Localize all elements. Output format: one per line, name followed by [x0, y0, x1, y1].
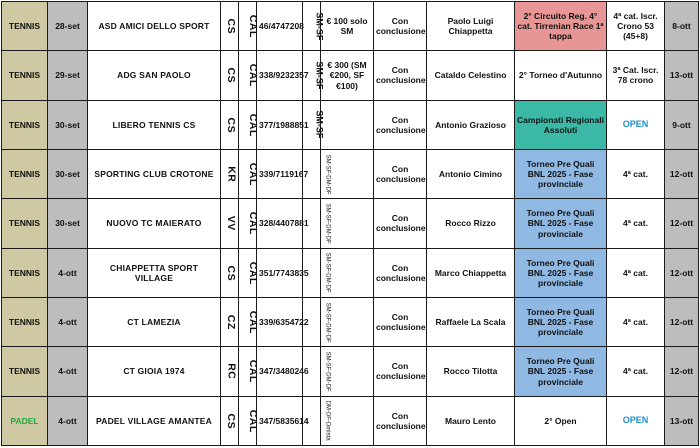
events-text: SM-SF-DM-DF	[324, 252, 331, 293]
phone-cell: 339/6354722	[257, 297, 303, 346]
region-text: CAL	[246, 113, 259, 137]
format-cell: Con conclusione	[374, 396, 427, 445]
events-cell	[303, 199, 331, 248]
table-row	[2, 51, 699, 100]
region-text: CAL	[246, 261, 259, 285]
start-date-cell: 4-ott	[48, 347, 88, 396]
events-cell	[303, 100, 325, 149]
sport-cell: TENNIS	[2, 2, 48, 51]
events-cell	[303, 51, 325, 100]
province-cell	[221, 396, 239, 445]
region-text: CAL	[246, 310, 259, 334]
phone-cell: 339/7119167	[257, 149, 303, 198]
province-cell	[221, 100, 239, 149]
category-cell: 4ª cat.	[607, 199, 665, 248]
region-cell	[239, 199, 257, 248]
tournament-cell: 2° Circuito Reg. 4° cat. Tirrenian Race 1ª tappa	[515, 2, 607, 51]
format-cell: Con conclusione	[374, 149, 427, 198]
end-date-cell: 9-ott	[665, 100, 699, 149]
format-cell: Con conclusione	[374, 100, 427, 149]
format-cell: Con conclusione	[374, 248, 427, 297]
sport-cell: TENNIS	[2, 100, 48, 149]
phone-cell: 328/4407881	[257, 199, 303, 248]
club-cell: ADG SAN PAOLO	[88, 51, 221, 100]
start-date-cell: 30-set	[48, 149, 88, 198]
category-cell: 4ª cat.	[607, 149, 665, 198]
format-cell: Con conclusione	[374, 2, 427, 51]
events-text: SM-SF	[314, 61, 325, 90]
phone-cell: 347/3480246	[257, 347, 303, 396]
events-cell	[303, 248, 331, 297]
category-cell: 4ª cat. Iscr. Crono 53 (45+8)	[607, 2, 665, 51]
referee-cell: Paolo Luigi Chiappetta	[427, 2, 515, 51]
sport-cell: TENNIS	[2, 248, 48, 297]
category-cell: 4ª cat.	[607, 297, 665, 346]
events-text: SM-SF	[314, 110, 325, 139]
end-date-cell: 12-ott	[665, 347, 699, 396]
category-cell: OPEN	[607, 100, 665, 149]
end-date-cell: 13-ott	[665, 396, 699, 445]
club-cell: NUOVO TC MAIERATO	[88, 199, 221, 248]
tournament-cell: Torneo Pre Quali BNL 2025 - Fase provinciale	[515, 149, 607, 198]
province-cell	[221, 2, 239, 51]
format-cell: Con conclusione	[374, 347, 427, 396]
category-cell: 4ª cat.	[607, 347, 665, 396]
phone-cell: 347/5835614	[257, 396, 303, 445]
club-cell: SPORTING CLUB CROTONE	[88, 149, 221, 198]
club-cell: ASD AMICI DELLO SPORT	[88, 2, 221, 51]
tournament-cell: 2° Open	[515, 396, 607, 445]
events-cell	[303, 2, 325, 51]
events-text: SM-SF-DM-DF	[324, 154, 331, 195]
tournament-cell: Torneo Pre Quali BNL 2025 - Fase provinciale	[515, 199, 607, 248]
province-cell	[221, 199, 239, 248]
club-cell: CT GIOIA 1974	[88, 347, 221, 396]
region-text: CAL	[246, 409, 259, 433]
province-cell	[221, 51, 239, 100]
province-text: RC	[225, 363, 238, 380]
table-row	[2, 199, 699, 248]
region-text: CAL	[246, 211, 259, 236]
end-date-cell: 12-ott	[665, 199, 699, 248]
table-row	[2, 248, 699, 297]
end-date-cell: 8-ott	[665, 2, 699, 51]
end-date-cell: 12-ott	[665, 149, 699, 198]
tournament-table	[1, 1, 699, 446]
phone-cell: 377/1988851	[257, 100, 303, 149]
region-text: CAL	[246, 63, 259, 88]
sport-cell: TENNIS	[2, 149, 48, 198]
end-date-cell: 12-ott	[665, 248, 699, 297]
region-text: CAL	[246, 14, 259, 38]
events-text: SM-SF-DM-DF	[324, 302, 331, 343]
events-text: SM-SF-DM-DF	[324, 351, 331, 392]
region-cell	[239, 248, 257, 297]
phone-cell: 351/7743835	[257, 248, 303, 297]
tournament-cell: Campionati Regionali Assoluti	[515, 100, 607, 149]
province-cell	[221, 149, 239, 198]
region-cell	[239, 100, 257, 149]
referee-cell: Antonio Cimino	[427, 149, 515, 198]
format-cell: Con conclusione	[374, 51, 427, 100]
category-cell: 4ª cat.	[607, 248, 665, 297]
sport-cell: PADEL	[2, 396, 48, 445]
table-row	[2, 347, 699, 396]
events-text: SM-SF-DM-DF	[324, 203, 331, 244]
events-cell	[303, 396, 331, 445]
format-cell: Con conclusione	[374, 199, 427, 248]
referee-cell: Marco Chiappetta	[427, 248, 515, 297]
region-text: CAL	[246, 162, 259, 186]
province-text: CZ	[224, 314, 237, 330]
province-text: CS	[225, 265, 238, 281]
sport-cell: TENNIS	[2, 347, 48, 396]
province-text: VV	[224, 215, 237, 231]
referee-cell: Mauro Lento	[427, 396, 515, 445]
sport-cell: TENNIS	[2, 297, 48, 346]
events-text: DM-DF-Dmista	[324, 400, 331, 441]
prize-cell: € 100 solo SM	[321, 2, 374, 51]
tournament-cell: Torneo Pre Quali BNL 2025 - Fase provinciale	[515, 347, 607, 396]
club-cell: CHIAPPETTA SPORT VILLAGE	[88, 248, 221, 297]
referee-cell: Antonio Grazioso	[427, 100, 515, 149]
region-cell	[239, 396, 257, 445]
referee-cell: Rocco Tilotta	[427, 347, 515, 396]
table-row	[2, 2, 699, 51]
province-text: CS	[225, 18, 238, 34]
province-cell	[221, 347, 239, 396]
start-date-cell: 4-ott	[48, 297, 88, 346]
events-cell	[303, 347, 331, 396]
province-text: CS	[225, 117, 238, 133]
referee-cell: Cataldo Celestino	[427, 51, 515, 100]
format-cell: Con conclusione	[374, 297, 427, 346]
club-cell: CT LAMEZIA	[88, 297, 221, 346]
tournament-cell: Torneo Pre Quali BNL 2025 - Fase provinciale	[515, 248, 607, 297]
region-cell	[239, 2, 257, 51]
province-cell	[221, 248, 239, 297]
region-cell	[239, 149, 257, 198]
province-text: KR	[225, 166, 238, 183]
category-cell: OPEN	[607, 396, 665, 445]
start-date-cell: 4-ott	[48, 248, 88, 297]
start-date-cell: 30-set	[48, 100, 88, 149]
events-cell	[303, 149, 331, 198]
region-cell	[239, 297, 257, 346]
referee-cell: Raffaele La Scala	[427, 297, 515, 346]
sport-cell: TENNIS	[2, 51, 48, 100]
events-cell	[303, 297, 331, 346]
table-row	[2, 396, 699, 445]
province-text: CS	[225, 67, 238, 84]
start-date-cell: 29-set	[48, 51, 88, 100]
province-text: CS	[225, 413, 238, 429]
start-date-cell: 30-set	[48, 199, 88, 248]
start-date-cell: 4-ott	[48, 396, 88, 445]
table-row	[2, 149, 699, 198]
sport-cell: TENNIS	[2, 199, 48, 248]
category-cell: 3ª Cat. Iscr. 78 crono	[607, 51, 665, 100]
prize-cell: € 300 (SM €200, SF €100)	[321, 51, 374, 100]
region-text: CAL	[246, 359, 259, 383]
phone-cell: 46/4747208	[257, 2, 303, 51]
club-cell: LIBERO TENNIS CS	[88, 100, 221, 149]
referee-cell: Rocco Rizzo	[427, 199, 515, 248]
club-cell: PADEL VILLAGE AMANTEA	[88, 396, 221, 445]
table-row	[2, 100, 699, 149]
region-cell	[239, 347, 257, 396]
tournament-cell: 2° Torneo d'Autunno	[515, 51, 607, 100]
tournament-cell: Torneo Pre Quali BNL 2025 - Fase provinciale	[515, 297, 607, 346]
events-text: SM-SF	[314, 12, 325, 41]
phone-cell: 338/9232357	[257, 51, 303, 100]
province-cell	[221, 297, 239, 346]
end-date-cell: 12-ott	[665, 297, 699, 346]
region-cell	[239, 51, 257, 100]
prize-cell	[321, 100, 374, 149]
start-date-cell: 28-set	[48, 2, 88, 51]
table-row	[2, 297, 699, 346]
end-date-cell: 13-ott	[665, 51, 699, 100]
